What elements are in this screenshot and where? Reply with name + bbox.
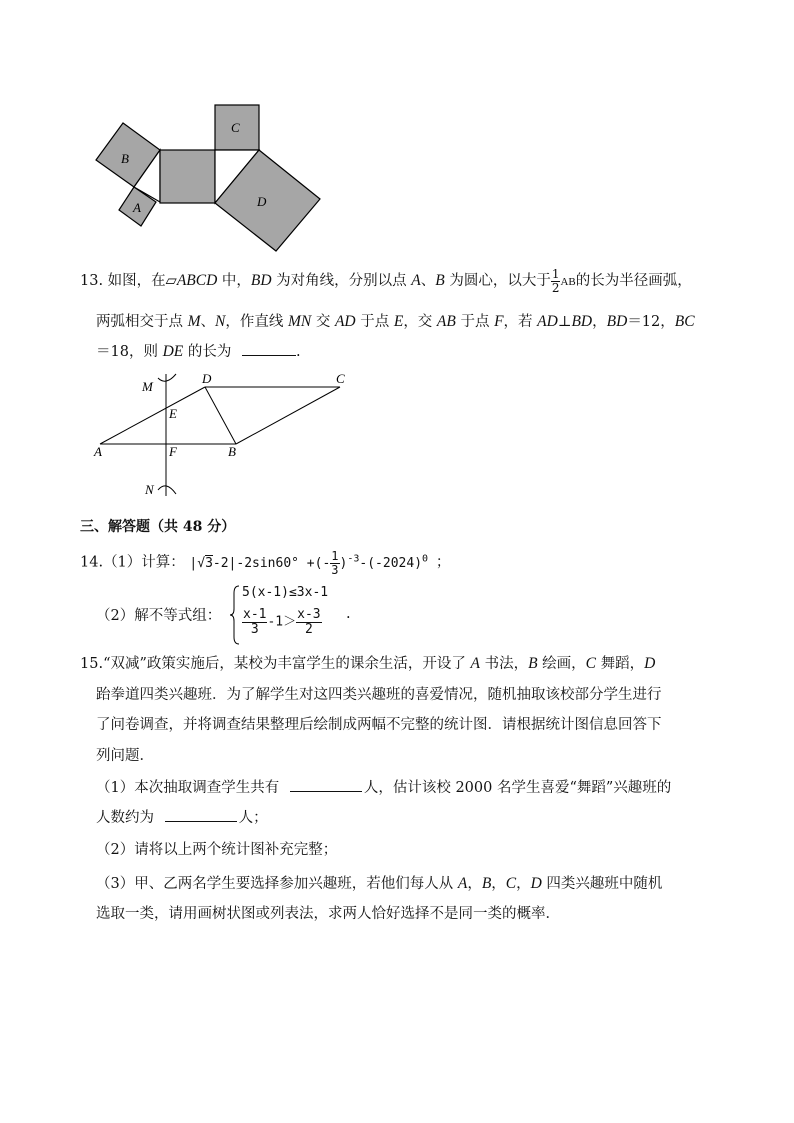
center-square bbox=[160, 150, 215, 203]
label-a: A bbox=[94, 444, 102, 459]
answer-blank-total[interactable] bbox=[290, 790, 362, 792]
inequality-2: $\frac{x-1}{3}$ -1＞ $\frac{x-3}{2}$ bbox=[243, 607, 321, 637]
q15-line3: 了问卷调查，并将调查结果整理后绘制成两幅不完整的统计图．请根据统计图信息回答下 bbox=[96, 717, 662, 733]
label-n: N bbox=[145, 482, 154, 497]
label-b: B bbox=[121, 151, 129, 166]
answer-blank[interactable] bbox=[242, 354, 296, 356]
label-d: D bbox=[202, 371, 212, 386]
q15-line4: 列问题． bbox=[96, 748, 154, 764]
answer-blank-dance[interactable] bbox=[165, 820, 237, 822]
q13-line1: 13. 如图，在▱ABCD 中，BD 为对角线，分别以点 A、B 为圆心，以大于 $\frac{1}{2}$ AB的长为半径画弧， bbox=[80, 267, 692, 295]
q15-part1-line1: （1）本次抽取调查学生共有 人，估计该校 2000 名学生喜爱“舞蹈”兴趣班的 bbox=[96, 780, 672, 796]
label-b: B bbox=[228, 444, 236, 459]
section-heading: 三、解答题（共 48 分） bbox=[80, 519, 236, 535]
q15-part3-line2: 选取一类，请用画树状图或列表法，求两人恰好选择不是同一类的概率． bbox=[96, 906, 560, 922]
q14-part2-end: . bbox=[346, 606, 351, 622]
segment-ad bbox=[100, 387, 205, 444]
label-a: A bbox=[133, 200, 141, 215]
label-c: C bbox=[336, 371, 345, 386]
q15-part1-line2: 人数约为 人； bbox=[96, 810, 268, 826]
label-f: F bbox=[169, 444, 177, 459]
q15-part3-line1: （3）甲、乙两名学生要选择参加兴趣班，若他们每人从 A，B，C，D 四类兴趣班中随机 bbox=[96, 875, 663, 892]
parallelogram-figure bbox=[90, 368, 360, 503]
label-e: E bbox=[169, 406, 177, 421]
arc-m bbox=[158, 374, 176, 381]
q15-line1: 15.“双减”政策实施后，某校为丰富学生的课余生活，开设了 A 书法，B 绘画，C 舞蹈，D bbox=[80, 655, 656, 672]
segment-cb bbox=[236, 387, 340, 444]
q13-line2: 两弧相交于点 M、N，作直线 MN 交 AD 于点 E，交 AB 于点 F，若 AD⊥BD，BD＝12，BC bbox=[96, 313, 695, 330]
arc-n bbox=[158, 486, 176, 494]
inequality-1: 5(x-1)≤3x-1 bbox=[242, 585, 329, 600]
segment-bd bbox=[205, 387, 236, 444]
q14-part2-label: （2）解不等式组： bbox=[96, 608, 222, 624]
label-c: C bbox=[231, 120, 240, 135]
q15-line2: 跆拳道四类兴趣班．为了解学生对这四类兴趣班的喜爱情况，随机抽取该校部分学生进行 bbox=[96, 687, 662, 703]
q15-part2: （2）请将以上两个统计图补充完整； bbox=[96, 842, 338, 858]
q14-part1: 14.（1）计算： |√3-2|-2sin60° +(- $\frac{1}{3}$ )$^{-3}-(-2024)^0$ ； bbox=[80, 549, 451, 577]
label-m: M bbox=[142, 379, 153, 394]
label-d: D bbox=[257, 194, 267, 209]
squares-figure bbox=[90, 100, 330, 260]
q13-line3: ＝18，则 DE 的长为 . bbox=[96, 343, 301, 360]
system-brace bbox=[230, 585, 240, 645]
fraction-one-half: $\frac{1}{2}$ bbox=[551, 267, 560, 295]
